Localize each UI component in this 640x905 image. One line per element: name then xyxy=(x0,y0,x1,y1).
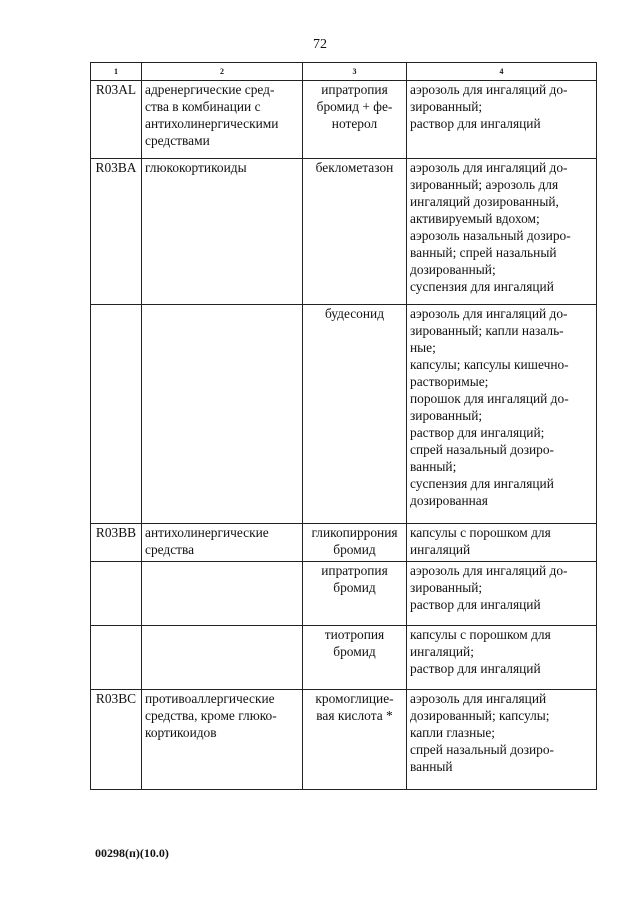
group-line: адренергические сред- xyxy=(145,82,275,97)
forms-line: ванный xyxy=(410,759,453,774)
drug-line: бромид xyxy=(333,580,376,595)
group-cell xyxy=(142,626,303,690)
code-cell: R03BC xyxy=(91,690,142,790)
page-number: 72 xyxy=(313,37,327,52)
forms-line: активируемый вдохом; xyxy=(410,211,540,226)
forms-line: аэрозоль назальный дозиро- xyxy=(410,228,571,243)
table-row xyxy=(91,626,597,690)
group-line: кортикоидов xyxy=(145,725,217,740)
forms-line: ингаляций; xyxy=(410,644,474,659)
drug-line: будесонид xyxy=(324,306,385,321)
drug-cell xyxy=(303,626,407,690)
forms-line: раствор для ингаляций xyxy=(410,597,541,612)
drug-line: нотерол xyxy=(331,116,378,131)
table-row xyxy=(91,81,597,159)
table-row xyxy=(91,524,597,562)
code-cell xyxy=(91,562,142,626)
drug-line: вая кислота * xyxy=(316,708,393,723)
forms-line: аэрозоль для ингаляций до- xyxy=(410,563,568,578)
code-cell: R03BA xyxy=(91,159,142,305)
forms-line: зированный; xyxy=(410,408,483,423)
table-row xyxy=(91,562,597,626)
column-header: 3 xyxy=(303,63,407,81)
group-line: ства в комбинации с xyxy=(145,99,261,114)
group-cell xyxy=(142,524,303,562)
group-cell xyxy=(142,690,303,790)
forms-line: ингаляций дозированный, xyxy=(410,194,559,209)
group-line: средства, кроме глюко- xyxy=(145,708,277,723)
drug-cell xyxy=(303,562,407,626)
forms-line: аэрозоль для ингаляций до- xyxy=(410,306,568,321)
forms-line: зированный; капли назаль- xyxy=(410,323,564,338)
drug-line: ипратропия xyxy=(321,82,388,97)
forms-line: аэрозоль для ингаляций до- xyxy=(410,160,568,175)
forms-line: зированный; xyxy=(410,580,483,595)
table-row xyxy=(91,690,597,790)
group-line: средствами xyxy=(145,133,210,148)
group-line: антихолинергические xyxy=(145,525,269,540)
drug-line: бромид xyxy=(333,644,376,659)
forms-line: суспензия для ингаляций xyxy=(410,279,554,294)
drug-line: ипратропия xyxy=(321,563,388,578)
forms-line: аэрозоль для ингаляций xyxy=(410,691,547,706)
forms-line: капсулы с порошком для xyxy=(410,525,551,540)
code-cell: R03BB xyxy=(91,524,142,562)
drug-cell xyxy=(303,690,407,790)
forms-line: раствор для ингаляций; xyxy=(410,425,545,440)
forms-line: раствор для ингаляций xyxy=(410,116,541,131)
forms-line: дозированная xyxy=(410,493,488,508)
group-line: противоаллергические xyxy=(145,691,275,706)
forms-line: раствор для ингаляций xyxy=(410,661,541,676)
forms-line: капсулы с порошком для xyxy=(410,627,551,642)
drug-line: тиотропия xyxy=(324,627,385,642)
forms-line: порошок для ингаляций до- xyxy=(410,391,569,406)
forms-line: ванный; спрей назальный xyxy=(410,245,557,260)
group-cell xyxy=(142,81,303,159)
forms-line: растворимые; xyxy=(410,374,489,389)
forms-cell xyxy=(407,562,597,626)
forms-line: ные; xyxy=(410,340,436,355)
group-line: глюкокортикоиды xyxy=(145,160,247,175)
drug-line: бромид + фе- xyxy=(316,99,393,114)
forms-line: зированный; аэрозоль для xyxy=(410,177,559,192)
forms-cell xyxy=(407,626,597,690)
table-row xyxy=(91,305,597,524)
forms-line: капли глазные; xyxy=(410,725,495,740)
column-header: 1 xyxy=(91,63,142,81)
drug-cell xyxy=(303,159,407,305)
drug-line: кромоглициe- xyxy=(315,691,394,706)
drug-cell xyxy=(303,305,407,524)
drug-line: беклометазон xyxy=(315,160,394,175)
group-cell xyxy=(142,159,303,305)
forms-line: аэрозоль для ингаляций до- xyxy=(410,82,568,97)
group-line: средства xyxy=(145,542,195,557)
column-header: 2 xyxy=(142,63,303,81)
group-cell xyxy=(142,562,303,626)
forms-line: спрей назальный дозиро- xyxy=(410,742,555,757)
forms-cell xyxy=(407,524,597,562)
group-line: антихолинергическими xyxy=(145,116,279,131)
forms-line: зированный; xyxy=(410,99,483,114)
forms-line: суспензия для ингаляций xyxy=(410,476,554,491)
forms-line: капсулы; капсулы кишечно- xyxy=(410,357,569,372)
code-cell xyxy=(91,305,142,524)
forms-line: ванный; xyxy=(410,459,457,474)
forms-line: ингаляций xyxy=(410,542,471,557)
drug-cell xyxy=(303,524,407,562)
forms-cell xyxy=(407,159,597,305)
drug-line: гликопиррония xyxy=(311,525,398,540)
table-body xyxy=(91,81,597,790)
forms-cell xyxy=(407,690,597,790)
column-header: 4 xyxy=(407,63,597,81)
code-cell: R03AL xyxy=(91,81,142,159)
forms-line: спрей назальный дозиро- xyxy=(410,442,555,457)
group-cell xyxy=(142,305,303,524)
forms-line: дозированный; xyxy=(410,262,496,277)
forms-cell xyxy=(407,305,597,524)
table-row xyxy=(91,159,597,305)
table-header-row xyxy=(91,63,597,81)
drug-cell xyxy=(303,81,407,159)
forms-cell xyxy=(407,81,597,159)
drug-table xyxy=(90,62,597,790)
code-cell xyxy=(91,626,142,690)
drug-line: бромид xyxy=(333,542,376,557)
forms-line: дозированный; капсулы; xyxy=(410,708,550,723)
document-code: 00298(п)(10.0) xyxy=(95,846,169,860)
